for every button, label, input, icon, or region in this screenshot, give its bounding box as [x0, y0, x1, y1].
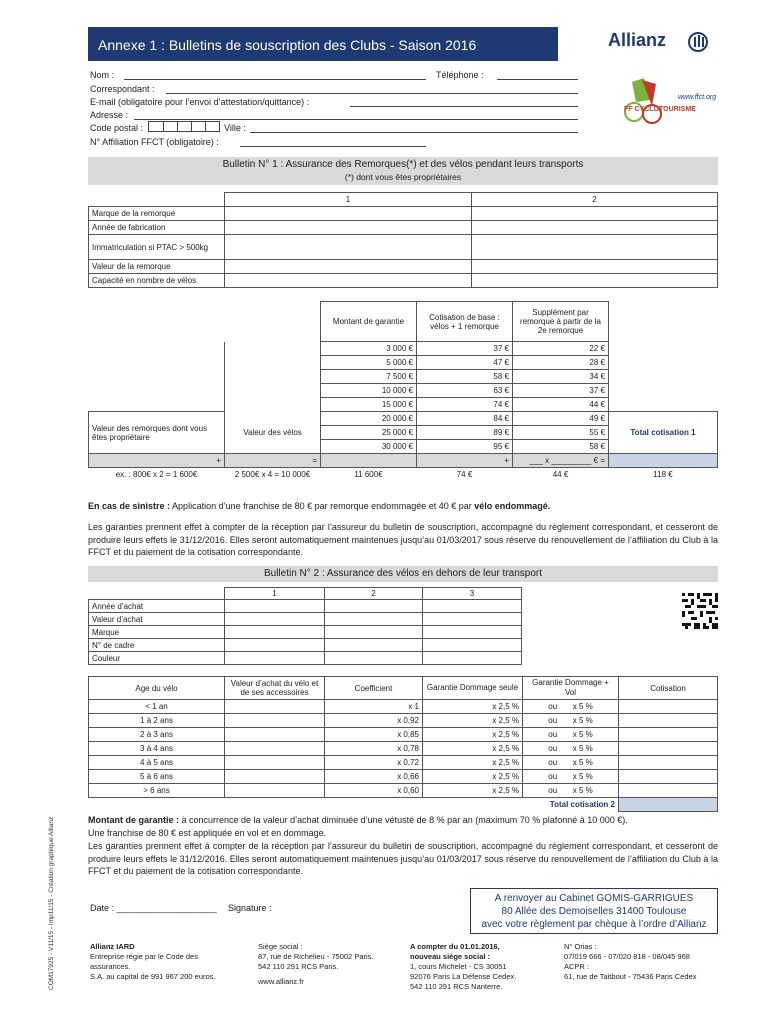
- head-valeur-achat: Valeur d’achat du vélo et de ses accessoires: [225, 677, 325, 700]
- head-age: Age du vélo: [89, 677, 225, 700]
- footer-line: 1, cours Michelet - CS 30051: [410, 962, 507, 971]
- cell-input[interactable]: [225, 600, 325, 613]
- sinistre-text: Application d’une franchise de 80 € par remorque endommagée et 40 € par: [170, 501, 472, 511]
- cotisation-input[interactable]: [619, 728, 718, 742]
- cell-input[interactable]: [325, 626, 423, 639]
- valeur-input[interactable]: [225, 728, 325, 742]
- montant-2: 7 500 €: [321, 370, 417, 384]
- vol-cell[interactable]: [523, 700, 619, 714]
- footer-line: Siège social :: [258, 942, 303, 951]
- side-reference: COM17925 - V11/15 - Imp11/15 - Création graphique Allianz: [48, 816, 55, 990]
- nom-label: Nom :: [90, 70, 115, 80]
- row-valeur: Valeur de la remorque: [89, 260, 225, 274]
- affiliation-label: N° Affiliation FFCT (obligatoire) :: [90, 137, 219, 147]
- age-2: 2 à 3 ans: [89, 728, 225, 742]
- send-line-1: A renvoyer au Cabinet GOMIS-GARRIGUES: [494, 893, 694, 904]
- cell-input[interactable]: [325, 652, 423, 665]
- cell-input[interactable]: [472, 235, 718, 260]
- example-5: 44 €: [552, 470, 569, 480]
- coef-4: x 0,72: [325, 756, 423, 770]
- code-postal-field[interactable]: [148, 121, 220, 132]
- cell-input[interactable]: [225, 613, 325, 626]
- cell-input[interactable]: [225, 260, 472, 274]
- ou-label: ou: [548, 716, 558, 725]
- ou-label: ou: [548, 786, 558, 795]
- total-montant-input[interactable]: [321, 454, 417, 468]
- telephone-label: Téléphone :: [436, 70, 484, 80]
- cotisation-input[interactable]: [619, 784, 718, 798]
- cotisation-7: 95 €: [417, 440, 513, 454]
- cell-input[interactable]: [225, 274, 472, 288]
- vol-cell[interactable]: [523, 784, 619, 798]
- footer-col-1: [90, 942, 240, 982]
- valeur-input[interactable]: [225, 742, 325, 756]
- velo-col-2: 2: [325, 588, 423, 600]
- supplement-7: 58 €: [513, 440, 609, 454]
- vol-cell[interactable]: [523, 756, 619, 770]
- footer-line: 92076 Paris La Défense Cedex.: [410, 972, 517, 981]
- example-6: 118 €: [653, 470, 673, 480]
- velo-col-3: 3: [423, 588, 522, 600]
- brand-name: Allianz: [608, 30, 667, 50]
- ou-label: ou: [548, 702, 558, 711]
- cell-input[interactable]: [423, 600, 522, 613]
- send-line-3: avec votre règlement par chèque à l’ordre d’Allianz: [481, 919, 707, 930]
- row-annee: Année de fabrication: [89, 221, 225, 235]
- head-montant: Montant de garantie: [321, 302, 417, 342]
- vol-cell[interactable]: [523, 728, 619, 742]
- cell-input[interactable]: [472, 274, 718, 288]
- head-coefficient: Coefficient: [325, 677, 423, 700]
- footer-line: 542 110 291 RCS Paris.: [258, 962, 339, 971]
- age-1: 1 à 2 ans: [89, 714, 225, 728]
- cell-input[interactable]: [472, 221, 718, 235]
- vol-pct: x 5 %: [572, 758, 593, 767]
- total-cotisation-1-label: Total cotisation 1: [609, 412, 718, 454]
- velo-table: [88, 587, 522, 665]
- head-cotisation: Cotisation de base : vélos + 1 remorque: [417, 302, 513, 342]
- dommage-pct[interactable]: x 2,5 %: [423, 700, 523, 714]
- bulletin-1-header: [88, 157, 718, 185]
- date-field[interactable]: Date : ____________________: [90, 903, 217, 913]
- total-cotisation-2-label: Total cotisation 2: [549, 800, 615, 810]
- franchise-note: Une franchise de 80 € est appliquée en vol et en dommage.: [88, 828, 327, 838]
- remorque-table: [88, 192, 718, 288]
- valeur-remorques-label: Valeur des remorques dont vous êtes propriétaire: [89, 412, 225, 454]
- correspondant-field[interactable]: [166, 93, 578, 94]
- supplement-formula[interactable]: [513, 454, 609, 468]
- send-address-box: [470, 888, 718, 934]
- cotisation-2: 58 €: [417, 370, 513, 384]
- cell-input[interactable]: [225, 626, 325, 639]
- head-dommage: Garantie Dommage seule: [423, 677, 523, 700]
- ou-label: ou: [548, 744, 558, 753]
- row-marque: Marque de la remorque: [89, 207, 225, 221]
- footer-line: N° Orias :: [564, 942, 597, 951]
- ou-label: ou: [548, 758, 558, 767]
- coef-3: x 0,78: [325, 742, 423, 756]
- valeur-input[interactable]: [225, 700, 325, 714]
- supplement-2: 34 €: [513, 370, 609, 384]
- coef-1: x 0,92: [325, 714, 423, 728]
- footer-line: A compter du 01.01.2016,: [410, 942, 500, 951]
- sinistre-bold-2: vélo endommagé.: [471, 501, 551, 511]
- valeur-input[interactable]: [225, 784, 325, 798]
- footer-line: S.A. au capital de 991 967 200 euros.: [90, 972, 216, 981]
- equals-sign-2: =: [600, 456, 605, 465]
- example-4: 74 €: [456, 470, 473, 480]
- head-dommage-vol: Garantie Dommage + Vol: [523, 677, 619, 700]
- montant-0: 3 000 €: [321, 342, 417, 356]
- cotisation-input[interactable]: [619, 700, 718, 714]
- adresse-label: Adresse :: [90, 110, 129, 120]
- sinistre-bold: En cas de sinistre :: [88, 501, 171, 511]
- nom-field[interactable]: [124, 79, 426, 80]
- montant-6: 25 000 €: [321, 426, 417, 440]
- vol-pct: x 5 %: [572, 716, 593, 725]
- age-5: 5 à 6 ans: [89, 770, 225, 784]
- garanties-text-1: Les garanties prennent effet à compter de la réception par l’assureur du bulletin de souscription, accompagné du règlement correspondant, et cesseront de produire leurs effets le 31/12/2016. Elles seront automatiquement maintenues jusqu’au 01/03/2017 sous réserve du renouvellement de l’affiliation du Club à la FFCT et du paiement de la cotisation correspondante.: [88, 522, 718, 557]
- ou-label: ou: [548, 772, 558, 781]
- adresse-field[interactable]: [134, 119, 578, 120]
- code-postal-label: Code postal :: [90, 123, 144, 133]
- footer-line: 542 110 291 RCS Nanterre.: [410, 982, 503, 991]
- vol-pct: x 5 %: [572, 702, 593, 711]
- dommage-pct[interactable]: x 2,5 %: [423, 784, 523, 798]
- cotisation-5: 84 €: [417, 412, 513, 426]
- bulletin-1-title: Bulletin N° 1 : Assurance des Remorques(*) et des vélos pendant leurs transports: [222, 159, 584, 170]
- cell-input[interactable]: [423, 626, 522, 639]
- cotisation-6: 89 €: [417, 426, 513, 440]
- head-cotisation-2: Cotisation: [619, 677, 718, 700]
- montant-garantie-text: à concurrence de la valeur d’achat diminuée d’une vétusté de 8 % par an (maximum 70 % plafonné à 10 000 €).: [179, 815, 628, 825]
- cell-input[interactable]: [225, 652, 325, 665]
- col-2-header: 2: [472, 193, 718, 207]
- footer-col-4: [564, 942, 724, 982]
- sinistre-note: [88, 500, 718, 513]
- cell-input[interactable]: [225, 221, 472, 235]
- bulletin-1-subtitle: (*) dont vous êtes propriétaires: [344, 172, 462, 182]
- valeur-input[interactable]: [225, 714, 325, 728]
- vol-pct: x 5 %: [572, 786, 593, 795]
- vol-cell[interactable]: [523, 742, 619, 756]
- coef-6: x 0,60: [325, 784, 423, 798]
- cotisation-0: 37 €: [417, 342, 513, 356]
- ville-label: Ville :: [224, 123, 246, 133]
- age-0: < 1 an: [89, 700, 225, 714]
- age-4: 4 à 5 ans: [89, 756, 225, 770]
- footer-line: 87, rue de Richelieu - 75002 Paris.: [258, 952, 374, 961]
- dommage-pct[interactable]: x 2,5 %: [423, 742, 523, 756]
- montant-4: 15 000 €: [321, 398, 417, 412]
- page-title: Annexe 1 : Bulletins de souscription des Clubs - Saison 2016: [88, 27, 558, 61]
- cell-input[interactable]: [423, 639, 522, 652]
- coef-5: x 0,66: [325, 770, 423, 784]
- ou-label: ou: [548, 730, 558, 739]
- email-label: E-mail (obligatoire pour l’envoi d’attestation/quittance) :: [90, 97, 310, 107]
- velo-col-1: 1: [225, 588, 325, 600]
- vol-pct: x 5 %: [572, 772, 593, 781]
- plus-sign: +: [89, 454, 225, 468]
- velo-row-valeur: Valeur d’achat: [89, 613, 225, 626]
- allianz-logo: [608, 30, 718, 58]
- cotisation-4: 74 €: [417, 398, 513, 412]
- dommage-pct[interactable]: x 2,5 %: [423, 728, 523, 742]
- cell-input[interactable]: [225, 207, 472, 221]
- correspondant-label: Correspondant :: [90, 84, 155, 94]
- cell-input[interactable]: [472, 207, 718, 221]
- montant-5: 20 000 €: [321, 412, 417, 426]
- montant-3: 10 000 €: [321, 384, 417, 398]
- cell-input[interactable]: [423, 613, 522, 626]
- cotisation-input[interactable]: [619, 770, 718, 784]
- velo-row-annee: Année d’achat: [89, 600, 225, 613]
- velo-row-couleur: Couleur: [89, 652, 225, 665]
- example-1: ex. : 800€ x 2 = 1 600€: [115, 470, 198, 480]
- vol-cell[interactable]: [523, 714, 619, 728]
- ffct-url: www.ffct.org: [678, 94, 717, 101]
- example-2: 2 500€ x 4 = 10 000€: [234, 470, 311, 480]
- cell-input[interactable]: [225, 235, 472, 260]
- dommage-pct[interactable]: x 2,5 %: [423, 756, 523, 770]
- footer-link[interactable]: www.allianz.fr: [258, 977, 304, 986]
- vol-pct: x 5 %: [572, 730, 593, 739]
- cotisation-input[interactable]: [619, 756, 718, 770]
- age-6: > 6 ans: [89, 784, 225, 798]
- footer-line: nouveau siège social :: [410, 952, 491, 961]
- equals-sign: =: [225, 454, 321, 468]
- supplement-5: 49 €: [513, 412, 609, 426]
- supplement-0: 22 €: [513, 342, 609, 356]
- head-supplement: Supplément par remorque à partir de la 2e remorque: [513, 302, 609, 342]
- footer-line: 07/019 666 - 07/020 818 - 08/045 968: [564, 952, 690, 961]
- supplement-4: 44 €: [513, 398, 609, 412]
- send-line-2: 80 Allée des Demoiselles 31400 Toulouse: [501, 906, 687, 917]
- footer-line: assurances.: [90, 962, 131, 971]
- ffct-name: FF CYCLOTOURISME: [624, 106, 696, 113]
- footer-line: Entreprise régie par le Code des: [90, 952, 198, 961]
- velo-row-marque: Marque: [89, 626, 225, 639]
- montant-garantie-bold: Montant de garantie :: [88, 815, 180, 825]
- valeur-input[interactable]: [225, 756, 325, 770]
- total-cotisation-1-input[interactable]: [609, 454, 718, 468]
- footer-col-3: [410, 942, 560, 992]
- cell-input[interactable]: [325, 613, 423, 626]
- valeur-input[interactable]: [225, 770, 325, 784]
- velo-row-cadre: N° de cadre: [89, 639, 225, 652]
- cell-input[interactable]: [472, 260, 718, 274]
- example-3: 11 600€: [354, 470, 383, 480]
- bulletin-2-title: Bulletin N° 2 : Assurance des vélos en dehors de leur transport: [88, 566, 718, 582]
- footer-line: Allianz IARD: [90, 942, 135, 951]
- cotisation-3: 63 €: [417, 384, 513, 398]
- formula-text: ___ x _________ €: [529, 456, 599, 465]
- signature-label: Signature :: [228, 903, 272, 913]
- ville-field[interactable]: [250, 132, 578, 133]
- cell-input[interactable]: [423, 652, 522, 665]
- dommage-pct[interactable]: x 2,5 %: [423, 770, 523, 784]
- supplement-6: 55 €: [513, 426, 609, 440]
- vol-pct: x 5 %: [572, 744, 593, 753]
- qr-code-icon: [682, 593, 718, 629]
- row-capacite: Capacité en nombre de vélos: [89, 274, 225, 288]
- footer-line: ACPR :: [564, 962, 590, 971]
- cell-input[interactable]: [225, 639, 325, 652]
- coefficient-table: [88, 676, 718, 812]
- dommage-pct[interactable]: x 2,5 %: [423, 714, 523, 728]
- row-immat: Immatriculation si PTAC > 500kg: [89, 235, 225, 260]
- vol-cell[interactable]: [523, 770, 619, 784]
- cell-input[interactable]: [325, 600, 423, 613]
- plus-sign-2: +: [417, 454, 513, 468]
- ffct-logo: [622, 72, 718, 128]
- affiliation-field[interactable]: [240, 146, 426, 147]
- telephone-field[interactable]: [497, 79, 578, 80]
- coef-2: x 0,85: [325, 728, 423, 742]
- cotisation-input[interactable]: [619, 742, 718, 756]
- cotisation-1: 47 €: [417, 356, 513, 370]
- supplement-3: 37 €: [513, 384, 609, 398]
- cell-input[interactable]: [325, 639, 423, 652]
- valeur-velos-label: Valeur des vélos: [225, 412, 321, 454]
- total-cotisation-2-input[interactable]: [619, 798, 718, 812]
- footer-col-2: [258, 942, 408, 987]
- footer-line: 61, rue de Taitbout - 75436 Paris Cedex: [564, 972, 697, 981]
- email-field[interactable]: [350, 106, 578, 107]
- montant-7: 30 000 €: [321, 440, 417, 454]
- col-1-header: 1: [225, 193, 472, 207]
- montant-1: 5 000 €: [321, 356, 417, 370]
- montant-garantie-note: [88, 814, 718, 827]
- coef-0: x 1: [325, 700, 423, 714]
- supplement-1: 28 €: [513, 356, 609, 370]
- cotisation-input[interactable]: [619, 714, 718, 728]
- tarif-table: [88, 301, 718, 482]
- garanties-text-2: Les garanties prennent effet à compter de la réception par l’assureur du bulletin de souscription, accompagné du règlement correspondant, et cesseront de produire leurs effets le 31/12/2016. Elles seront automatiquement maintenues jusqu’au 01/03/2017 sous réserve du renouvellement de l’affiliation du Club à la FFCT et du paiement de la cotisation correspondante.: [88, 841, 718, 876]
- age-3: 3 à 4 ans: [89, 742, 225, 756]
- allianz-eagle-icon: [688, 32, 708, 52]
